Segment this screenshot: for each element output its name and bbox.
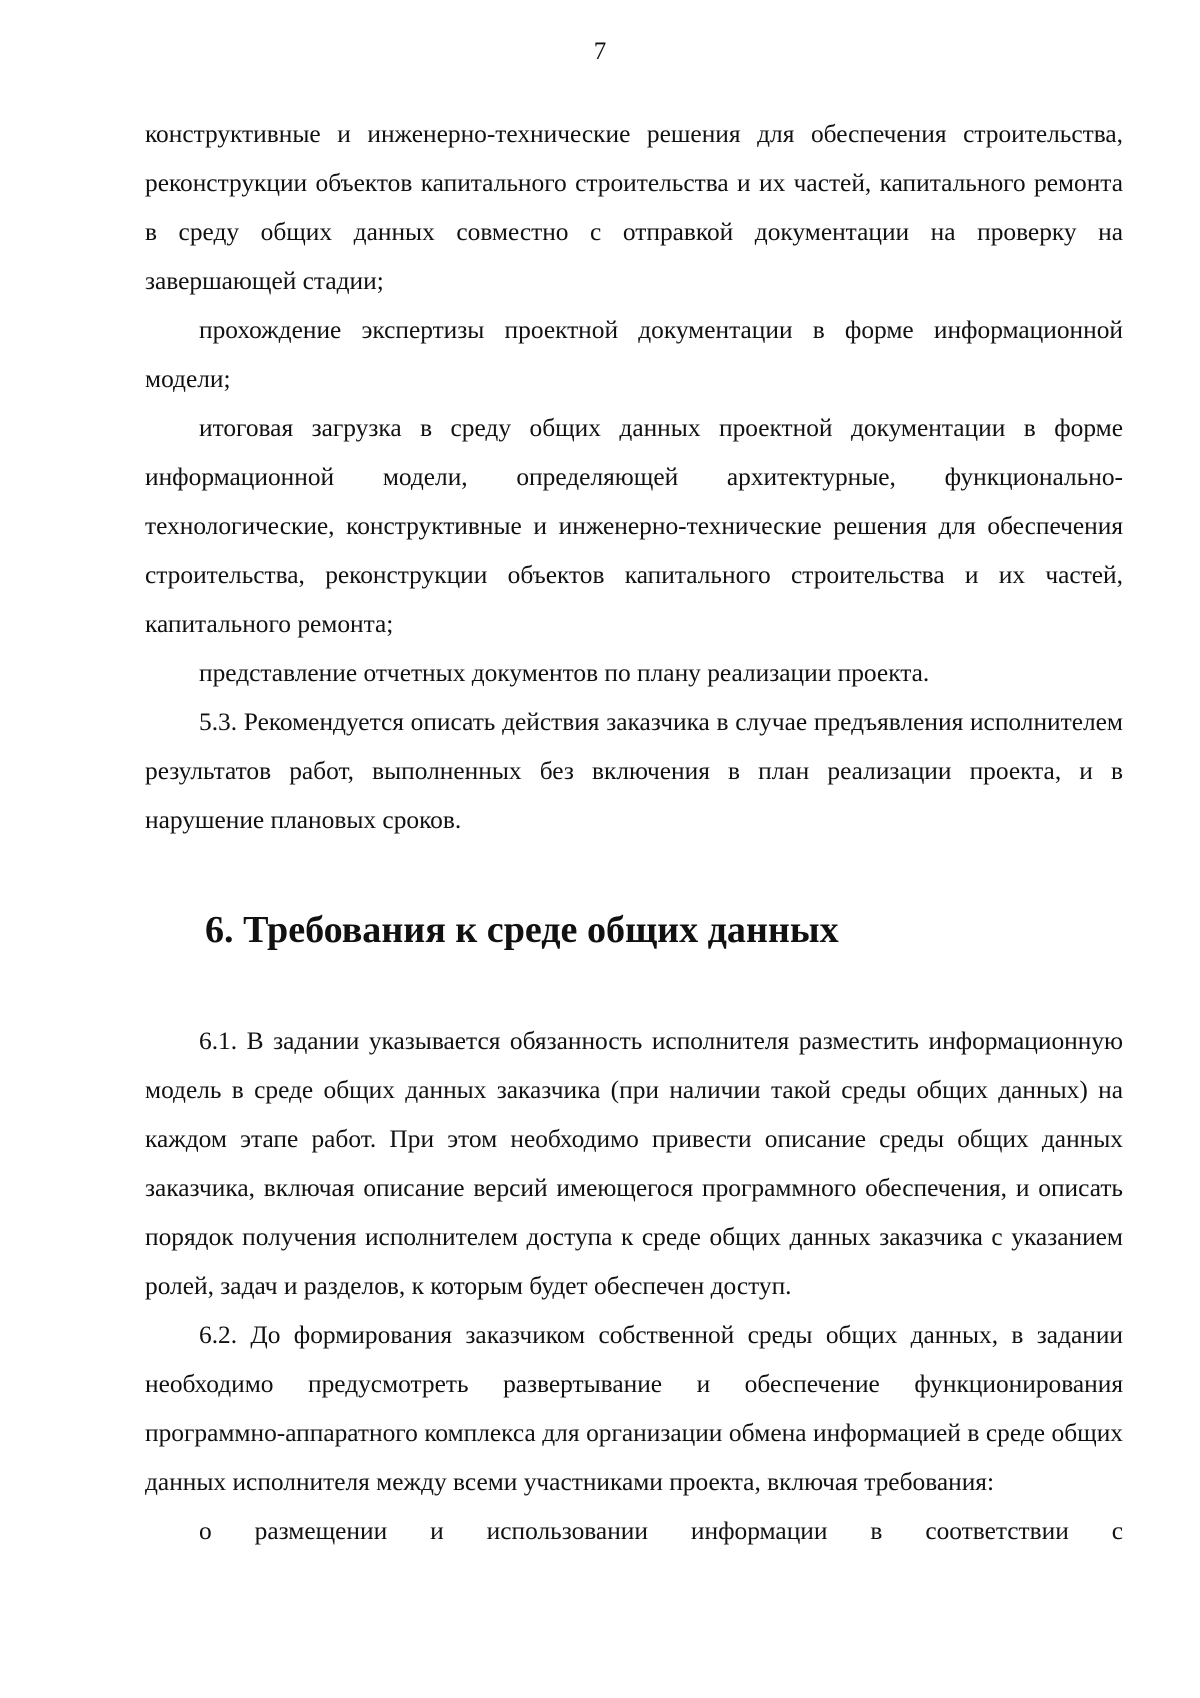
document-body	[145, 110, 1123, 1556]
paragraph: 6.2. До формирования заказчиком собственной среды общих данных, в задании необходимо предусмотреть развертывание и обеспечение функционирования программно-аппаратного комплекса для организации обмена информацией в среде общих данных исполнителя между всеми участниками проекта, включая требования:	[145, 1321, 1123, 1496]
paragraph: представление отчетных документов по плану реализации проекта.	[199, 659, 930, 687]
paragraph: итоговая загрузка в среду общих данных проектной документации в форме информационной модели, определяющей архитектурные, функционально-технологические, конструктивные и инженерно-технические решения для обеспечения строительства, реконструкции объектов капитального строительства и их частей, капитального ремонта;	[145, 414, 1123, 638]
paragraph: 5.3. Рекомендуется описать действия заказчика в случае предъявления исполнителем результатов работ, выполненных без включения в план реализации проекта, и в нарушение плановых сроков.	[145, 708, 1123, 834]
paragraph: конструктивные и инженерно-технические решения для обеспечения строительства, реконструкции объектов капитального строительства и их частей, капитального ремонта в среду общих данных совместно с отправкой документации на проверку на завершающей стадии;	[145, 120, 1123, 295]
page-number: 7	[593, 38, 607, 65]
section-heading: 6. Требования к среде общих данных	[205, 909, 839, 951]
paragraph: о размещении и использовании информации в соответствии с	[199, 1517, 1123, 1545]
paragraph: прохождение экспертизы проектной документации в форме информационной модели;	[145, 316, 1123, 393]
paragraph: 6.1. В задании указывается обязанность исполнителя разместить информационную модель в среде общих данных заказчика (при наличии такой среды общих данных) на каждом этапе работ. При этом необходимо привести описание среды общих данных заказчика, включая описание версий имеющегося программного обеспечения, и описать порядок получения исполнителем доступа к среде общих данных заказчика с указанием ролей, задач и разделов, к которым будет обеспечен доступ.	[145, 1027, 1123, 1300]
